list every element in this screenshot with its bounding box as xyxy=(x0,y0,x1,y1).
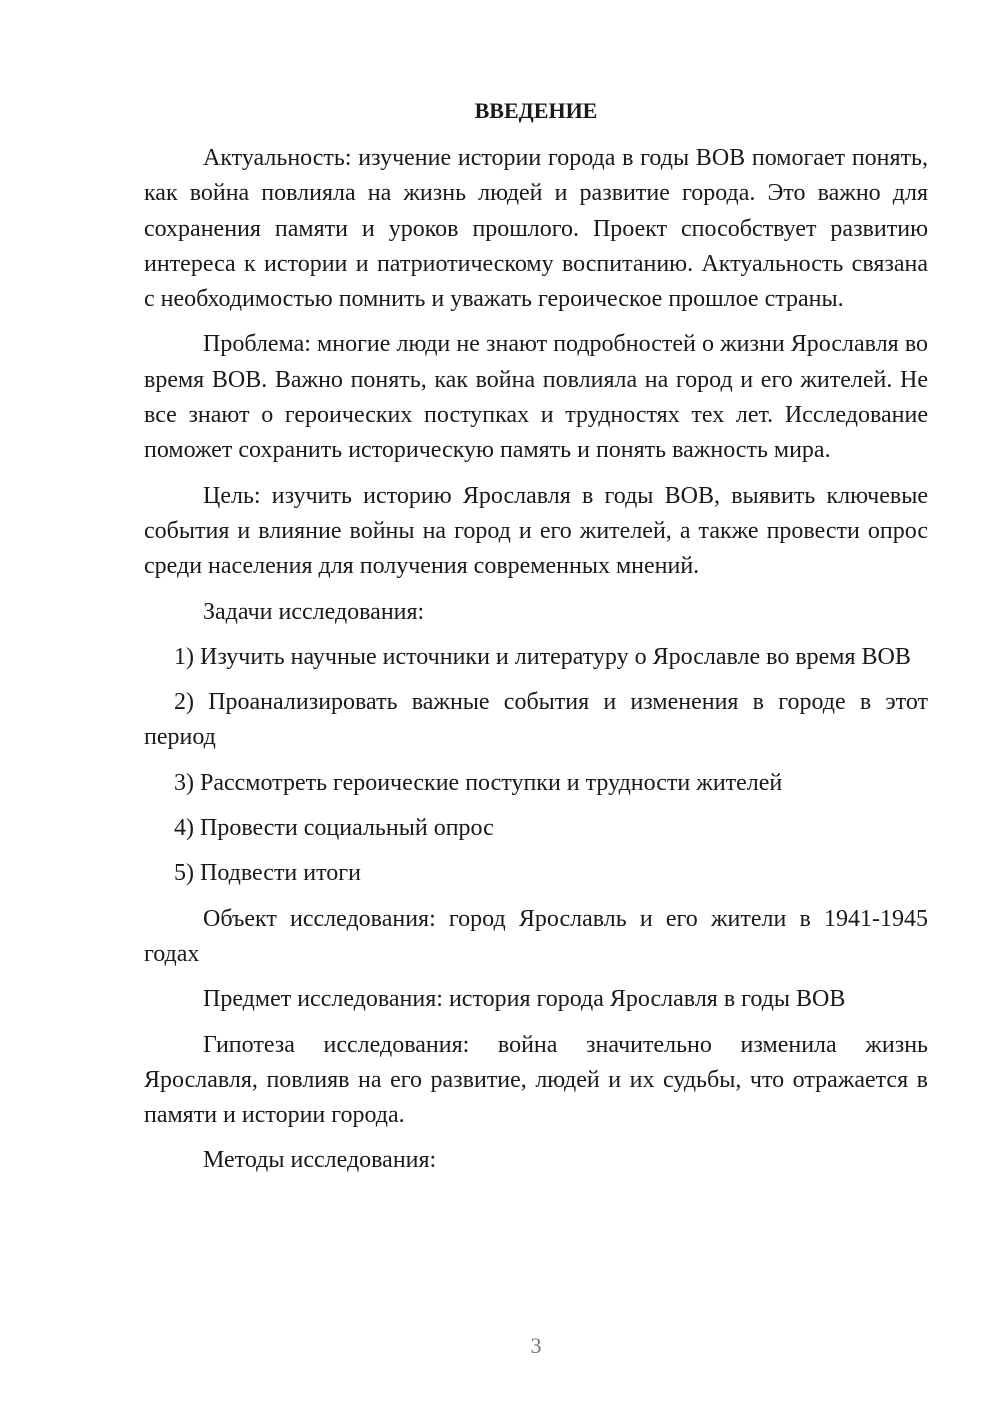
document-page xyxy=(144,0,928,1414)
hypothesis-paragraph: Гипотеза исследования: война значительно изменила жизнь Ярославля, повлияв на его развитие, людей и их судьбы, что отражается в памяти и истории города. xyxy=(144,1031,928,1129)
goal-paragraph: Цель: изучить историю Ярославля в годы ВОВ, выявить ключевые события и влияние войны на город и его жителей, а также провести опрос среди населения для получения современных мнений. xyxy=(144,482,928,580)
task-item-4: 4) Провести социальный опрос xyxy=(174,815,494,842)
problem-paragraph: Проблема: многие люди не знают подробностей о жизни Ярославля во время ВОВ. Важно понять, как война повлияла на город и его жителей. Не все знают о героических поступках и трудностях тех лет. Исследование поможет сохранить историческую память и понять важность мира. xyxy=(144,331,928,464)
tasks-heading: Задачи исследования: xyxy=(203,598,425,625)
task-item-1: 1) Изучить научные источники и литературу о Ярославле во время ВОВ xyxy=(174,643,911,670)
page-number: 3 xyxy=(530,1333,542,1358)
relevance-paragraph: Актуальность: изучение истории города в годы ВОВ помогает понять, как война повлияла на жизнь людей и развитие города. Это важно для сохранения памяти и уроков прошлого. Проект способствует развитию интереса к истории и патриотическому воспитанию. Актуальность связана с необходимостью помнить и уважать героическое прошлое страны. xyxy=(144,145,928,313)
subject-paragraph: Предмет исследования: история города Ярославля в годы ВОВ xyxy=(203,986,846,1013)
methods-heading: Методы исследования: xyxy=(203,1147,437,1174)
object-paragraph: Объект исследования: город Ярославль и его жители в 1941-1945 годах xyxy=(144,905,928,967)
section-title: ВВЕДЕНИЕ xyxy=(474,98,598,123)
document-body xyxy=(144,141,928,1179)
task-item-2: 2) Проанализировать важные события и изменения в городе в этот период xyxy=(144,689,928,751)
task-item-3: 3) Рассмотреть героические поступки и трудности жителей xyxy=(174,769,783,796)
task-item-5: 5) Подвести итоги xyxy=(174,860,361,887)
